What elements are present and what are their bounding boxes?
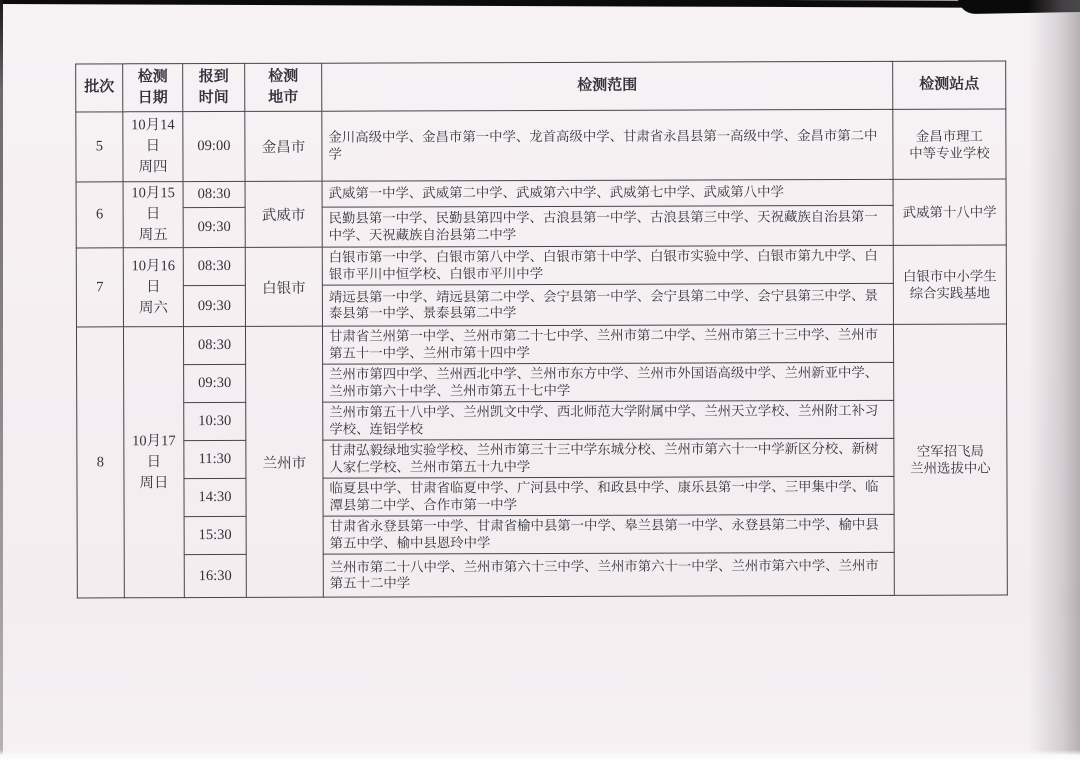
table-row-batch8-slot5: [77, 476, 1007, 517]
city-cell: 武威市: [245, 181, 322, 247]
col-header-city: [245, 63, 322, 111]
site-cell: 金昌市理工 中等专业学校: [893, 109, 1006, 179]
schools-cell: 临夏县中学、甘肃省临夏中学、广河县中学、和政县中学、康乐县第一中学、三甲集中学、临潭县第二中学、合作市第一中学: [323, 476, 894, 516]
date-text: 10月14日: [131, 117, 175, 155]
report-time-cell: 09:30: [183, 208, 245, 248]
batch-no-cell: 7: [76, 248, 123, 327]
weekday-text: 周日: [139, 474, 169, 491]
city-cell: 白银市: [245, 247, 322, 326]
report-time-cell: 09:00: [183, 111, 245, 181]
scan-shadow-right: [1028, 0, 1080, 759]
schedule-table-container: [75, 61, 1008, 599]
col-header-site-label: 检测站点: [919, 76, 980, 94]
batch-no-cell: 5: [76, 112, 123, 182]
report-time-cell: 08:30: [183, 326, 245, 364]
col-header-date: [123, 64, 183, 112]
report-time-cell: 14:30: [184, 478, 246, 516]
schools-cell: 金川高级中学、金昌市第一中学、龙首高级中学、甘肃省永昌县第一高级中学、金昌市第二中学: [322, 109, 893, 181]
schools-cell: 白银市第一中学、白银市第八中学、白银市第十中学、白银市实验中学、白银市第九中学、白银市平川中恒学校、白银市平川中学: [322, 245, 893, 285]
report-time-cell: 09:30: [183, 285, 245, 326]
site-cell: 武威第十八中学: [893, 179, 1006, 245]
schedule-table: [75, 61, 1008, 599]
scan-edge-bottom: [0, 750, 1080, 759]
date-cell: [123, 327, 184, 598]
col-header-time-label: 报到时间: [198, 69, 229, 106]
site-cell: 空军招飞局 兰州选拔中心: [893, 324, 1007, 595]
date-cell: [123, 182, 183, 248]
schools-cell: 兰州市第四中学、兰州西北中学、兰州市东方中学、兰州市外国语高级中学、兰州新亚中学、兰州市第六十中学、兰州市第五十七中学: [323, 362, 894, 402]
col-header-date-label: 检测日期: [137, 69, 168, 106]
table-row-batch8-slot2: [77, 362, 1007, 403]
schools-cell: 兰州市第二十八中学、兰州市第六十三中学、兰州市第六十一中学、兰州市第六中学、兰州市第五十二中学: [323, 552, 894, 597]
table-row-batch6-slot2: [76, 205, 1006, 248]
site-cell: 白银市中小学生 综合实践基地: [893, 245, 1006, 324]
date-text: 10月16日: [131, 257, 176, 295]
schools-cell: 武威第一中学、武威第二中学、武威第六中学、武威第七中学、武威第八中学: [322, 179, 893, 207]
report-time-cell: 16:30: [184, 554, 246, 597]
header-row: [76, 61, 1006, 112]
col-header-scope-label: 检测范围: [577, 78, 638, 95]
table-row-batch8-slot3: [77, 400, 1007, 441]
scan-edge-left: [0, 0, 3, 759]
schools-cell: 甘肃省永登县第一中学、甘肃省榆中县第一中学、皋兰县第一中学、永登县第二中学、榆中县第五中学、榆中县恩玲中学: [323, 514, 894, 554]
schools-cell: 甘肃弘毅绿地实验学校、兰州市第三十三中学东城分校、兰州市第六十一中学新区分校、新树人家仁学校、兰州市第五十九中学: [323, 438, 894, 478]
table-row-batch7-slot2: [76, 283, 1006, 327]
weekday-text: 周六: [138, 299, 168, 316]
city-cell: 金昌市: [245, 111, 322, 181]
report-time-cell: 08:30: [183, 181, 245, 208]
city-cell: 兰州市: [245, 326, 323, 597]
schools-cell: 兰州市第五十八中学、兰州凯文中学、西北师范大学附属中学、兰州天立学校、兰州附工补习学校、连铝学校: [323, 400, 894, 440]
report-time-cell: 10:30: [184, 402, 246, 440]
col-header-scope: [322, 61, 893, 111]
schools-cell: 甘肃省兰州第一中学、兰州市第二十七中学、兰州市第二中学、兰州市第三十三中学、兰州市第五十一中学、兰州市第十四中学: [322, 324, 893, 364]
batch-no-cell: 6: [76, 182, 123, 248]
weekday-text: 周五: [138, 227, 168, 244]
col-header-batch-label: 批次: [84, 79, 115, 96]
report-time-cell: 09:30: [184, 364, 246, 402]
col-header-time: [183, 63, 245, 111]
table-row-batch8-slot1: [76, 324, 1006, 365]
report-time-cell: 08:30: [183, 247, 245, 285]
batch-no-cell: 8: [76, 327, 124, 598]
scan-edge-top: [0, 0, 1080, 8]
weekday-text: 周四: [138, 159, 168, 176]
schools-cell: 民勤县第一中学、民勤县第四中学、古浪县第一中学、古浪县第三中学、天祝藏族自治县第一中学、天祝藏族自治县第二中学: [322, 206, 893, 247]
date-text: 10月17日: [132, 432, 176, 470]
col-header-site: [893, 61, 1006, 109]
col-header-batch: [76, 64, 123, 112]
table-row-batch5: [76, 109, 1006, 182]
date-cell: [123, 112, 183, 182]
report-time-cell: 15:30: [184, 516, 246, 554]
table-row-batch8-slot6: [77, 514, 1007, 555]
report-time-cell: 11:30: [184, 440, 246, 478]
date-cell: [123, 248, 183, 327]
schools-cell: 靖远县第一中学、靖远县第二中学、会宁县第一中学、会宁县第二中学、会宁县第三中学、景泰县第一中学、景泰县第二中学: [322, 283, 893, 326]
table-row-batch8-slot4: [77, 438, 1007, 479]
table-row-batch6-slot1: [76, 179, 1006, 208]
col-header-city-label: 检测地市: [268, 69, 299, 106]
date-text: 10月15日: [131, 185, 175, 223]
table-row-batch8-slot7: [77, 552, 1007, 598]
table-row-batch7-slot1: [76, 245, 1006, 286]
